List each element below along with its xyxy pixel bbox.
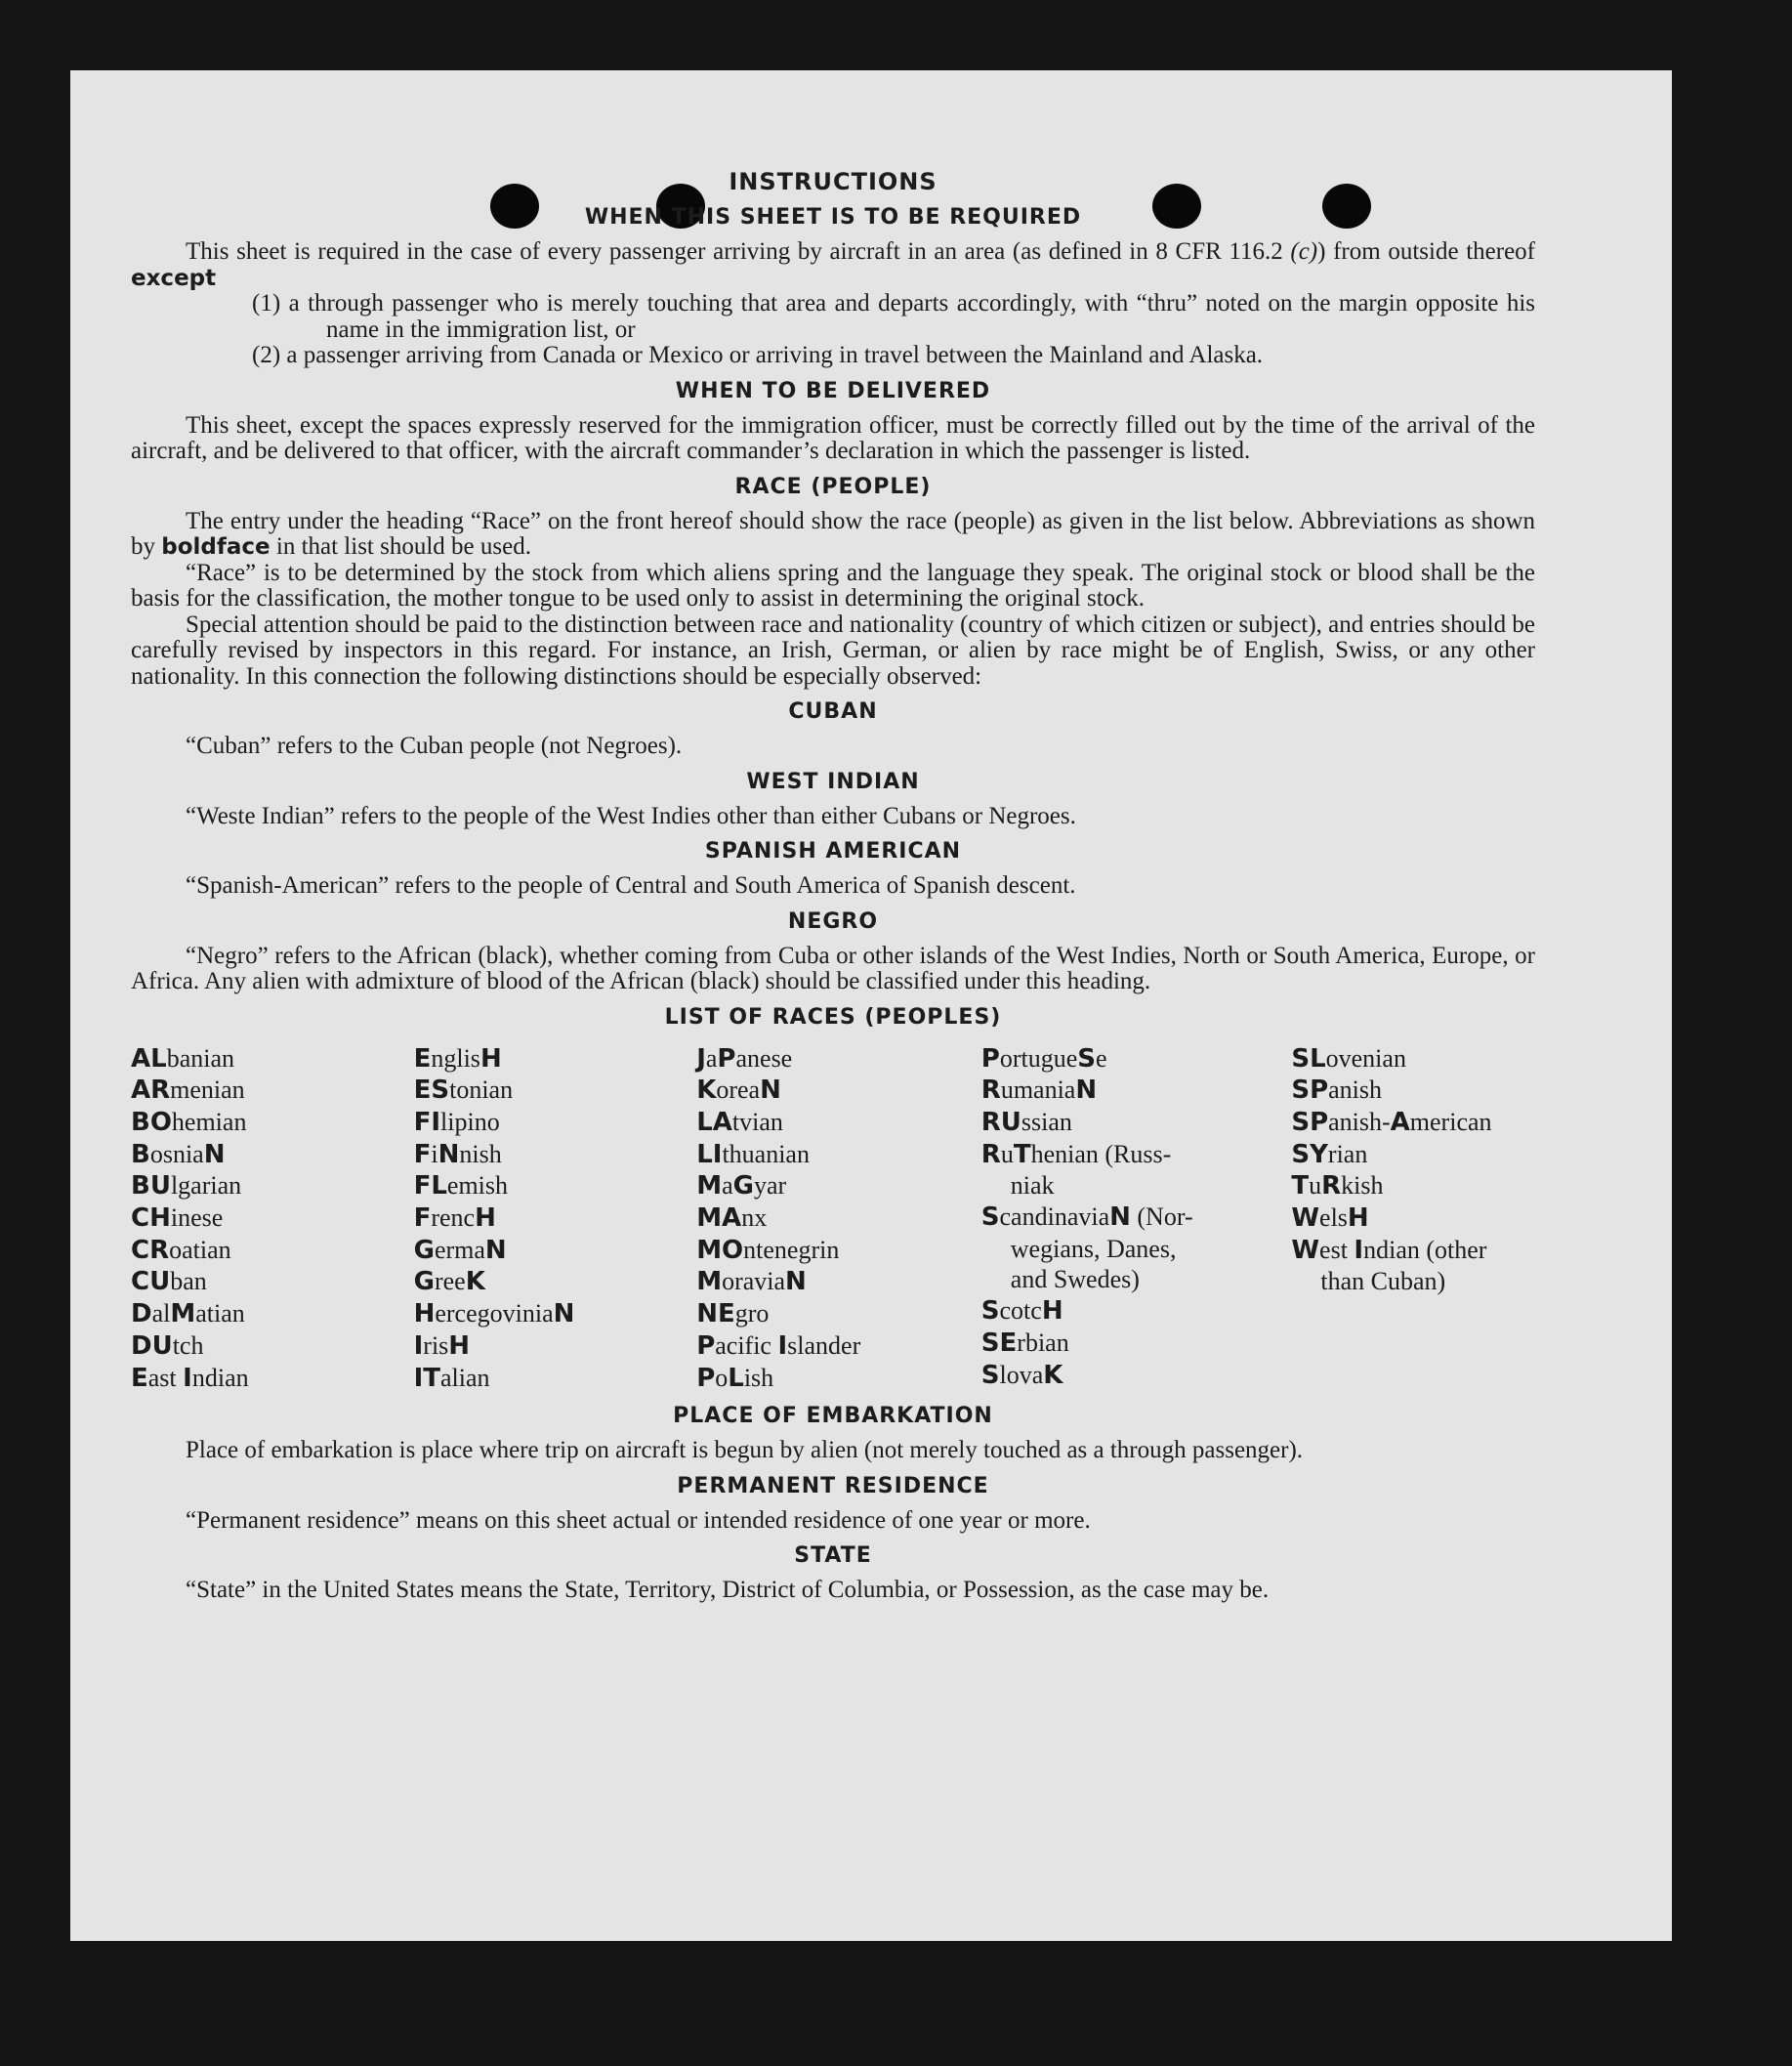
race-entry [696, 1043, 981, 1075]
race-entry [414, 1235, 697, 1267]
race-abbreviation: A [1390, 1107, 1410, 1137]
race-entry [981, 1107, 1292, 1139]
race-entry [981, 1295, 1292, 1328]
exception-2: (2) a passenger arriving from Canada or Mexico or arriving in travel between the Mainland and Alaska. [252, 342, 1264, 368]
race-entry [414, 1330, 697, 1363]
race-abbreviation: CU [131, 1267, 171, 1297]
paragraph-race-2: “Race” is to be determined by the stock from which aliens spring and the language they speak. The original stock or blood shall be the basis for the classification, the mother tongue to be used only to assist in determining the original stock. [131, 559, 1535, 611]
race-text: acific [715, 1330, 778, 1360]
race-entry [696, 1298, 981, 1330]
race-entry [1291, 1235, 1535, 1267]
race-abbreviation: G [413, 1267, 435, 1297]
race-abbreviation: N [1075, 1075, 1098, 1106]
race-entry [981, 1075, 1292, 1107]
race-text: wegians, Danes, [1010, 1234, 1177, 1263]
race-entry [131, 1043, 414, 1075]
race-text: cotc [999, 1296, 1042, 1326]
race-text: e [1096, 1043, 1107, 1073]
race-abbreviation: N [785, 1267, 807, 1297]
race-abbreviation: K [465, 1267, 485, 1297]
race-text: slander [787, 1330, 861, 1360]
race-abbreviation: SL [1291, 1043, 1326, 1074]
race-abbreviation: G [413, 1235, 435, 1265]
race-text: henian (Russ- [1030, 1139, 1172, 1168]
races-column [414, 1043, 697, 1395]
race-abbreviation: E [131, 1363, 148, 1393]
race-abbreviation: T [1291, 1171, 1310, 1202]
race-abbreviation: N [438, 1139, 460, 1169]
race-text: umania [1000, 1075, 1076, 1105]
race-entry [1291, 1075, 1535, 1107]
heading-embarkation: PLACE OF EMBARKATION [673, 1404, 993, 1429]
race-text: u [1000, 1139, 1014, 1168]
race-abbreviation: H [448, 1330, 471, 1361]
heading-cuban: CUBAN [788, 699, 878, 724]
race-abbreviation: L [728, 1363, 744, 1393]
race-abbreviation: J [696, 1043, 706, 1074]
race-text: yar [753, 1171, 787, 1201]
race-text: nish [459, 1139, 502, 1168]
race-abbreviation: S [1077, 1043, 1096, 1074]
race-text: ree [434, 1267, 466, 1296]
race-abbreviation: BU [131, 1171, 171, 1202]
race-text: lgarian [170, 1171, 242, 1201]
race-abbreviation: S [980, 1360, 1000, 1390]
race-abbreviation: M [696, 1267, 723, 1297]
race-abbreviation: IT [413, 1363, 441, 1393]
race-entry [414, 1170, 697, 1202]
race-text: renc [431, 1203, 476, 1233]
race-text: lipino [440, 1107, 500, 1136]
race-abbreviation: G [732, 1171, 754, 1202]
page-title: INSTRUCTIONS [729, 168, 938, 195]
race-text: ercegovinia [435, 1299, 554, 1328]
race-entry [414, 1298, 697, 1330]
race-entry [696, 1202, 981, 1235]
heading-permanent-residence: PERMANENT RESIDENCE [677, 1473, 989, 1498]
heading-negro: NEGRO [787, 908, 879, 934]
race-entry [131, 1139, 414, 1171]
race-abbreviation: P [696, 1330, 716, 1361]
race-text: al [151, 1299, 171, 1328]
race-text: alian [440, 1363, 490, 1392]
race-text: than Cuban) [1320, 1267, 1446, 1296]
race-entry [131, 1330, 414, 1363]
race-abbreviation: W [1291, 1203, 1320, 1234]
race-abbreviation: SY [1291, 1139, 1328, 1169]
race-abbreviation: H [413, 1299, 436, 1329]
race-text: emish [446, 1171, 509, 1201]
race-abbreviation: H [1347, 1203, 1369, 1234]
race-abbreviation: SE [980, 1328, 1018, 1358]
race-text: nglis [431, 1043, 480, 1073]
race-entry [981, 1264, 1292, 1295]
race-entry [131, 1298, 414, 1330]
race-text: kish [1341, 1171, 1384, 1201]
race-abbreviation: SP [1291, 1075, 1329, 1106]
race-abbreviation: AL [131, 1043, 167, 1074]
race-entry [981, 1360, 1292, 1392]
race-entry [981, 1043, 1292, 1075]
race-abbreviation: I [183, 1363, 192, 1393]
race-text: ris [423, 1330, 449, 1360]
race-text: tch [172, 1330, 204, 1360]
race-entry [1291, 1266, 1535, 1297]
race-abbreviation: D [131, 1299, 152, 1329]
race-entry [981, 1202, 1292, 1234]
race-text: ortugue [999, 1043, 1078, 1073]
race-abbreviation: MA [696, 1203, 742, 1234]
race-abbreviation: CR [131, 1235, 170, 1265]
race-abbreviation: N [203, 1139, 226, 1169]
race-abbreviation: S [980, 1202, 1000, 1233]
paragraph-negro: “Negro” refers to the African (black), whether coming from Cuba or other islands of the West Indies, North or South America, Europe, or Africa. Any alien with admixture of blood of the African (black) should be classified under this heading. [131, 942, 1535, 994]
race-entry [696, 1235, 981, 1267]
race-text: tvian [731, 1107, 783, 1136]
paragraph-delivered: This sheet, except the spaces expressly reserved for the immigration officer, must be correctly filled out by the time of the arrival of the aircraft, and be delivered to that officer, with the aircraft commander’s declaration in which the passenger is listed. [131, 411, 1535, 464]
race-text: ast [147, 1363, 184, 1392]
race-text: and Swedes) [1010, 1265, 1140, 1294]
race-entry [1291, 1139, 1535, 1171]
race-text: ban [170, 1267, 207, 1296]
race-abbreviation: FI [413, 1107, 441, 1137]
race-text: candinavia [999, 1202, 1110, 1232]
races-list [131, 1043, 1535, 1395]
heading-state: STATE [794, 1543, 872, 1569]
races-column [131, 1043, 414, 1395]
race-entry [981, 1328, 1292, 1360]
race-text: u [1309, 1171, 1322, 1201]
race-text: els [1319, 1203, 1348, 1233]
race-abbreviation: H [475, 1203, 496, 1234]
race-entry [414, 1266, 697, 1298]
paragraph-west-indian: “Weste Indian” refers to the people of the West Indies other than either Cubans or Negroes. [186, 802, 1076, 829]
race-abbreviation: LI [696, 1139, 723, 1169]
race-abbreviation: BO [131, 1107, 172, 1137]
race-abbreviation: K [696, 1075, 717, 1106]
race-abbreviation: MO [696, 1235, 744, 1265]
race-text: anese [735, 1043, 793, 1073]
heading-spanish-american: SPANISH AMERICAN [704, 839, 962, 864]
race-abbreviation: NE [696, 1299, 735, 1329]
race-text: gro [734, 1299, 770, 1328]
race-text: ntenegrin [743, 1235, 840, 1264]
document-sheet [70, 70, 1672, 1941]
race-text: a [705, 1043, 718, 1073]
paragraph-state: “State” in the United States means the State, Territory, District of Columbia, or Possession, as the case may be. [186, 1577, 1270, 1604]
race-abbreviation: N [760, 1075, 781, 1106]
race-abbreviation: P [980, 1043, 1000, 1074]
race-entry [131, 1363, 414, 1395]
paragraph-race-1: The entry under the heading “Race” on the front hereof should show the race (people) as given in the list below. Abbreviations as shown by boldface in that list should be used. [131, 507, 1535, 560]
race-abbreviation: P [717, 1043, 736, 1074]
race-abbreviation: LA [696, 1107, 732, 1137]
race-entry [1291, 1043, 1535, 1075]
race-abbreviation: FL [413, 1171, 447, 1202]
race-text: a [722, 1171, 733, 1201]
race-entry [414, 1107, 697, 1139]
race-abbreviation: DU [131, 1330, 173, 1361]
heading-list-of-races: LIST OF RACES (PEOPLES) [664, 1004, 1002, 1030]
race-entry [696, 1266, 981, 1298]
race-abbreviation: R [980, 1139, 1001, 1169]
race-abbreviation: N [484, 1235, 507, 1265]
race-abbreviation: R [980, 1075, 1001, 1106]
race-abbreviation: B [131, 1139, 150, 1169]
race-entry [696, 1330, 981, 1363]
race-text: rbian [1017, 1328, 1069, 1357]
race-text: anish [1328, 1075, 1383, 1105]
race-text: ish [743, 1363, 774, 1392]
race-abbreviation: I [413, 1330, 424, 1361]
race-text: o [715, 1363, 729, 1392]
heading-when-delivered: WHEN TO BE DELIVERED [675, 378, 991, 403]
race-abbreviation: CH [131, 1203, 171, 1234]
race-abbreviation: F [413, 1203, 432, 1234]
race-abbreviation: P [696, 1363, 716, 1393]
heading-race: RACE (PEOPLE) [734, 474, 932, 499]
race-text: menian [170, 1075, 245, 1105]
races-column [1291, 1043, 1535, 1395]
race-text: oravia [722, 1267, 786, 1296]
race-abbreviation: M [170, 1299, 196, 1329]
race-entry [414, 1043, 697, 1075]
race-entry [414, 1139, 697, 1171]
race-entry [696, 1075, 981, 1107]
race-abbreviation: W [1291, 1235, 1320, 1265]
race-abbreviation: I [1354, 1235, 1364, 1265]
race-abbreviation: I [777, 1330, 788, 1361]
race-text: nx [741, 1203, 768, 1233]
race-entry [981, 1234, 1292, 1265]
race-text: lova [999, 1360, 1044, 1389]
race-text: erma [434, 1235, 485, 1264]
race-entry [1291, 1170, 1535, 1202]
race-entry [131, 1235, 414, 1267]
races-column [981, 1043, 1292, 1395]
race-text: (Nor- [1130, 1202, 1193, 1232]
race-entry [696, 1139, 981, 1171]
race-entry [414, 1075, 697, 1107]
race-text: anish- [1328, 1107, 1391, 1136]
race-abbreviation: K [1043, 1360, 1063, 1390]
race-text: thuanian [722, 1139, 810, 1168]
race-text: tonian [449, 1075, 514, 1105]
race-text: osnia [149, 1139, 204, 1168]
race-entry [696, 1170, 981, 1202]
race-entry [414, 1363, 697, 1395]
race-abbreviation: RU [980, 1107, 1021, 1137]
race-text: ssian [1021, 1107, 1072, 1136]
heading-west-indian: WEST INDIAN [746, 769, 920, 794]
race-entry [131, 1107, 414, 1139]
race-abbreviation: R [1321, 1171, 1342, 1202]
paragraph-embarkation: Place of embarkation is place where trip on aircraft is begun by alien (not merely touched as a through passenger). [186, 1437, 1304, 1464]
race-text: merican [1409, 1107, 1492, 1136]
paragraph-permanent-residence: “Permanent residence” means on this sheet actual or intended residence of one year or more. [186, 1506, 1091, 1534]
race-text: est [1319, 1235, 1354, 1264]
race-abbreviation: H [479, 1043, 502, 1074]
race-abbreviation: N [553, 1299, 575, 1329]
race-entry [131, 1202, 414, 1235]
race-entry [981, 1139, 1292, 1171]
heading-when-required: WHEN THIS SHEET IS TO BE REQUIRED [584, 205, 1082, 230]
race-abbreviation: ES [413, 1075, 450, 1106]
race-abbreviation: T [1013, 1139, 1031, 1169]
race-text: ndian (other [1363, 1235, 1487, 1264]
race-text: oatian [169, 1235, 231, 1264]
race-entry [131, 1075, 414, 1107]
race-entry [131, 1170, 414, 1202]
race-text: hemian [171, 1107, 247, 1136]
race-text: ndian [191, 1363, 249, 1392]
exception-1: (1) a through passenger who is merely touching that area and departs accordingly, with “thru” noted on the margin opposite his name in the immigration list, or [252, 290, 1535, 343]
race-abbreviation: S [980, 1296, 1000, 1327]
race-abbreviation: AR [131, 1075, 171, 1106]
race-entry [696, 1107, 981, 1139]
paragraph-race-3: Special attention should be paid to the distinction between race and nationality (country of which citizen or subject), and entries should be carefully revised by inspectors in this regard. For instance, an Irish, German, or alien by race might be of English, Swiss, or any other nationality. In this connection the following distinctions should be especially observed: [131, 611, 1535, 690]
race-text: ovenian [1325, 1043, 1406, 1073]
race-abbreviation: SP [1291, 1107, 1329, 1137]
race-abbreviation: F [413, 1139, 432, 1169]
race-text: rian [1327, 1139, 1368, 1168]
race-entry [1291, 1202, 1535, 1235]
paragraph-spanish-american: “Spanish-American” refers to the people of Central and South America of Spanish descent. [186, 872, 1076, 899]
race-entry [981, 1170, 1292, 1202]
race-text: atian [195, 1299, 245, 1328]
race-entry [131, 1266, 414, 1298]
instructions-body [131, 168, 1535, 1604]
race-abbreviation: H [1041, 1296, 1063, 1327]
paragraph-required: This sheet is required in the case of every passenger arriving by aircraft in an area (as defined in 8 CFR 116.2 (c)) from outside thereof except [131, 238, 1535, 291]
race-text: orea [716, 1075, 761, 1105]
race-abbreviation: E [413, 1043, 432, 1074]
race-text: niak [1010, 1171, 1055, 1201]
paragraph-cuban: “Cuban” refers to the Cuban people (not Negroes). [186, 733, 683, 759]
races-column [696, 1043, 981, 1395]
race-text: inese [170, 1203, 224, 1233]
race-abbreviation: N [1109, 1202, 1131, 1233]
race-entry [414, 1202, 697, 1235]
race-entry [1291, 1107, 1535, 1139]
race-abbreviation: M [696, 1171, 723, 1202]
race-text: i [431, 1139, 438, 1168]
race-text: banian [166, 1043, 235, 1073]
race-entry [696, 1363, 981, 1395]
